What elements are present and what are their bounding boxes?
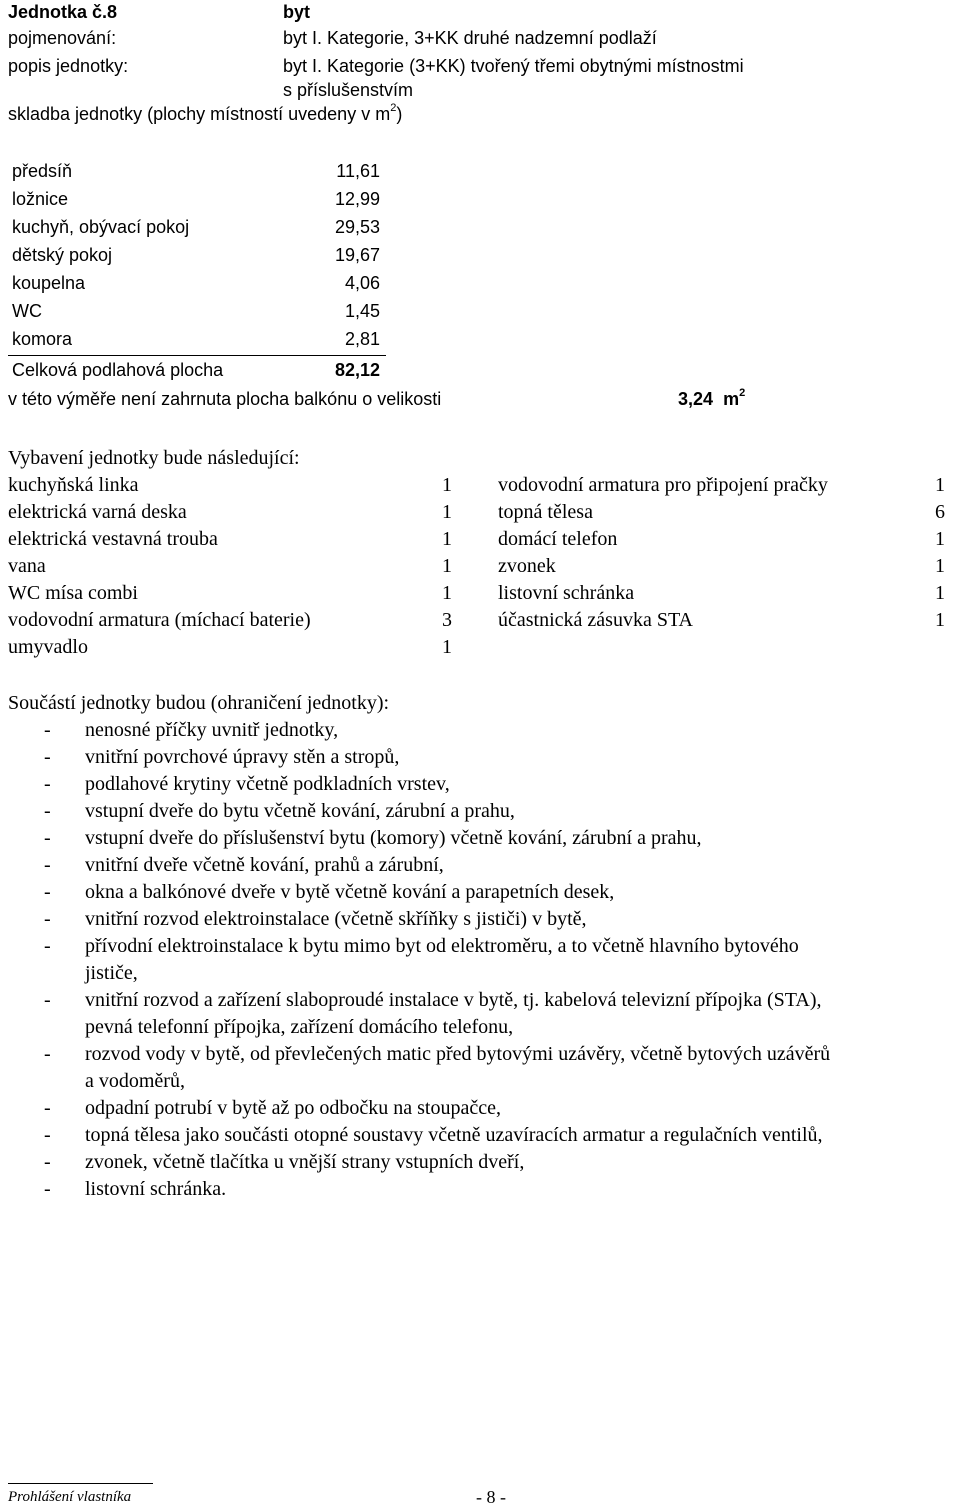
equipment-qty: 1 <box>935 528 945 550</box>
total-value: 82,12 <box>334 360 380 380</box>
page-number: - 8 - <box>476 1487 506 1507</box>
room-area: 2,81 <box>344 329 380 349</box>
equipment-item: vodovodní armatura (míchací baterie) <box>8 609 311 631</box>
equipment-item: vana <box>8 555 46 577</box>
equipment-qty: 1 <box>442 555 452 577</box>
name-value: byt I. Kategorie, 3+KK druhé nadzemní podlaží <box>283 28 657 48</box>
room-area: 4,06 <box>344 273 380 293</box>
list-dash: - <box>44 1043 51 1065</box>
list-item: přívodní elektroinstalace k bytu mimo byt od elektroměru, a to včetně hlavního bytového <box>85 935 799 957</box>
list-item: rozvod vody v bytě, od převlečených matic před bytovými uzávěry, včetně bytových uzávěrů <box>85 1043 831 1065</box>
list-dash: - <box>44 1178 51 1200</box>
equipment-item: listovní schránka <box>498 582 635 604</box>
total-divider <box>8 355 386 356</box>
equipment-heading: Vybavení jednotky bude následující: <box>8 447 300 469</box>
equipment-qty: 1 <box>935 582 945 604</box>
list-dash: - <box>44 881 51 903</box>
list-item-continuation: pevná telefonní přípojka, zařízení domácího telefonu, <box>85 1016 514 1038</box>
list-item: vnitřní rozvod elektroinstalace (včetně skříňky s jističi) v bytě, <box>85 908 587 930</box>
equipment-item: umyvadlo <box>8 636 88 658</box>
list-item: vnitřní dveře včetně kování, prahů a zárubní, <box>85 854 444 876</box>
list-item: okna a balkónové dveře v bytě včetně kování a parapetních desek, <box>85 881 615 903</box>
equipment-item: topná tělesa <box>498 501 593 523</box>
list-dash: - <box>44 1097 51 1119</box>
balcony-unit-sup: 2 <box>739 387 746 399</box>
list-dash: - <box>44 935 51 957</box>
list-item: zvonek, včetně tlačítka u vnější strany vstupních dveří, <box>85 1151 525 1173</box>
equipment-qty: 1 <box>935 474 945 496</box>
equipment-qty: 1 <box>442 474 452 496</box>
name-label: pojmenování: <box>8 28 117 48</box>
equipment-qty: 3 <box>442 609 452 631</box>
room-name: ložnice <box>12 189 69 209</box>
room-name: WC <box>12 301 42 321</box>
list-item: vstupní dveře do bytu včetně kování, zárubní a prahu, <box>85 800 515 822</box>
equipment-qty: 1 <box>442 582 452 604</box>
balcony-value <box>678 387 746 409</box>
list-item: vstupní dveře do příslušenství bytu (komory) včetně kování, zárubní a prahu, <box>85 827 702 849</box>
footer-divider <box>8 1483 153 1484</box>
total-label: Celková podlahová plocha <box>12 360 224 380</box>
list-item: listovní schránka. <box>85 1178 227 1200</box>
list-item: vnitřní povrchové úpravy stěn a stropů, <box>85 746 400 768</box>
footer-title: Prohlášení vlastníka <box>8 1489 132 1505</box>
list-item: odpadní potrubí v bytě až po odbočku na stoupačce, <box>85 1097 501 1119</box>
list-item-continuation: a vodoměrů, <box>85 1070 185 1092</box>
list-dash: - <box>44 854 51 876</box>
room-area: 12,99 <box>334 189 380 209</box>
list-dash: - <box>44 800 51 822</box>
composition-text: skladba jednotky (plochy místností uvedeny v m <box>8 104 391 124</box>
components-heading: Součástí jednotky budou (ohraničení jednotky): <box>8 692 390 714</box>
room-area: 19,67 <box>334 245 380 265</box>
list-item: podlahové krytiny včetně podkladních vrstev, <box>85 773 450 795</box>
list-item-continuation: jističe, <box>85 962 138 984</box>
list-dash: - <box>44 719 51 741</box>
composition-close: ) <box>396 104 403 124</box>
room-name: koupelna <box>12 273 86 293</box>
equipment-item: domácí telefon <box>498 528 618 550</box>
room-name: dětský pokoj <box>12 245 113 265</box>
desc-value-line1: byt I. Kategorie (3+KK) tvořený třemi obytnými místnostmi <box>283 56 744 76</box>
desc-label: popis jednotky: <box>8 56 129 76</box>
list-item: vnitřní rozvod a zařízení slaboproudé instalace v bytě, tj. kabelová televizní přípojka (STA), <box>85 989 822 1011</box>
equipment-item: kuchyňská linka <box>8 474 139 496</box>
room-name: komora <box>12 329 73 349</box>
equipment-item: zvonek <box>498 555 556 577</box>
list-dash: - <box>44 773 51 795</box>
equipment-item: WC mísa combi <box>8 582 138 604</box>
list-item: nenosné příčky uvnitř jednotky, <box>85 719 339 741</box>
list-dash: - <box>44 1151 51 1173</box>
equipment-qty: 1 <box>442 528 452 550</box>
list-dash: - <box>44 827 51 849</box>
balcony-unit: m <box>723 389 740 409</box>
room-area: 11,61 <box>336 161 380 181</box>
unit-value: byt <box>283 2 310 22</box>
balcony-area: 3,24 <box>678 389 714 409</box>
list-dash: - <box>44 1124 51 1146</box>
equipment-qty: 1 <box>935 555 945 577</box>
composition-sup: 2 <box>390 102 397 114</box>
equipment-item: vodovodní armatura pro připojení pračky <box>498 474 828 496</box>
room-area: 1,45 <box>344 301 380 321</box>
list-dash: - <box>44 908 51 930</box>
equipment-qty: 1 <box>935 609 945 631</box>
list-item: topná tělesa jako součásti otopné soustavy včetně uzavíracích armatur a regulačních ventilů, <box>85 1124 823 1146</box>
equipment-qty: 1 <box>442 636 452 658</box>
balcony-text: v této výměře není zahrnuta plocha balkónu o velikosti <box>8 389 442 409</box>
list-dash: - <box>44 989 51 1011</box>
equipment-item: elektrická vestavná trouba <box>8 528 218 550</box>
composition-heading <box>8 102 403 124</box>
equipment-item: účastnická zásuvka STA <box>498 609 693 631</box>
room-area: 29,53 <box>334 217 380 237</box>
equipment-item: elektrická varná deska <box>8 501 187 523</box>
unit-label: Jednotka č.8 <box>8 2 118 22</box>
room-name: předsíň <box>12 161 73 181</box>
equipment-qty: 1 <box>442 501 452 523</box>
equipment-qty: 6 <box>935 501 945 523</box>
room-name: kuchyň, obývací pokoj <box>12 217 190 237</box>
list-dash: - <box>44 746 51 768</box>
desc-value-line2: s příslušenstvím <box>283 80 414 100</box>
